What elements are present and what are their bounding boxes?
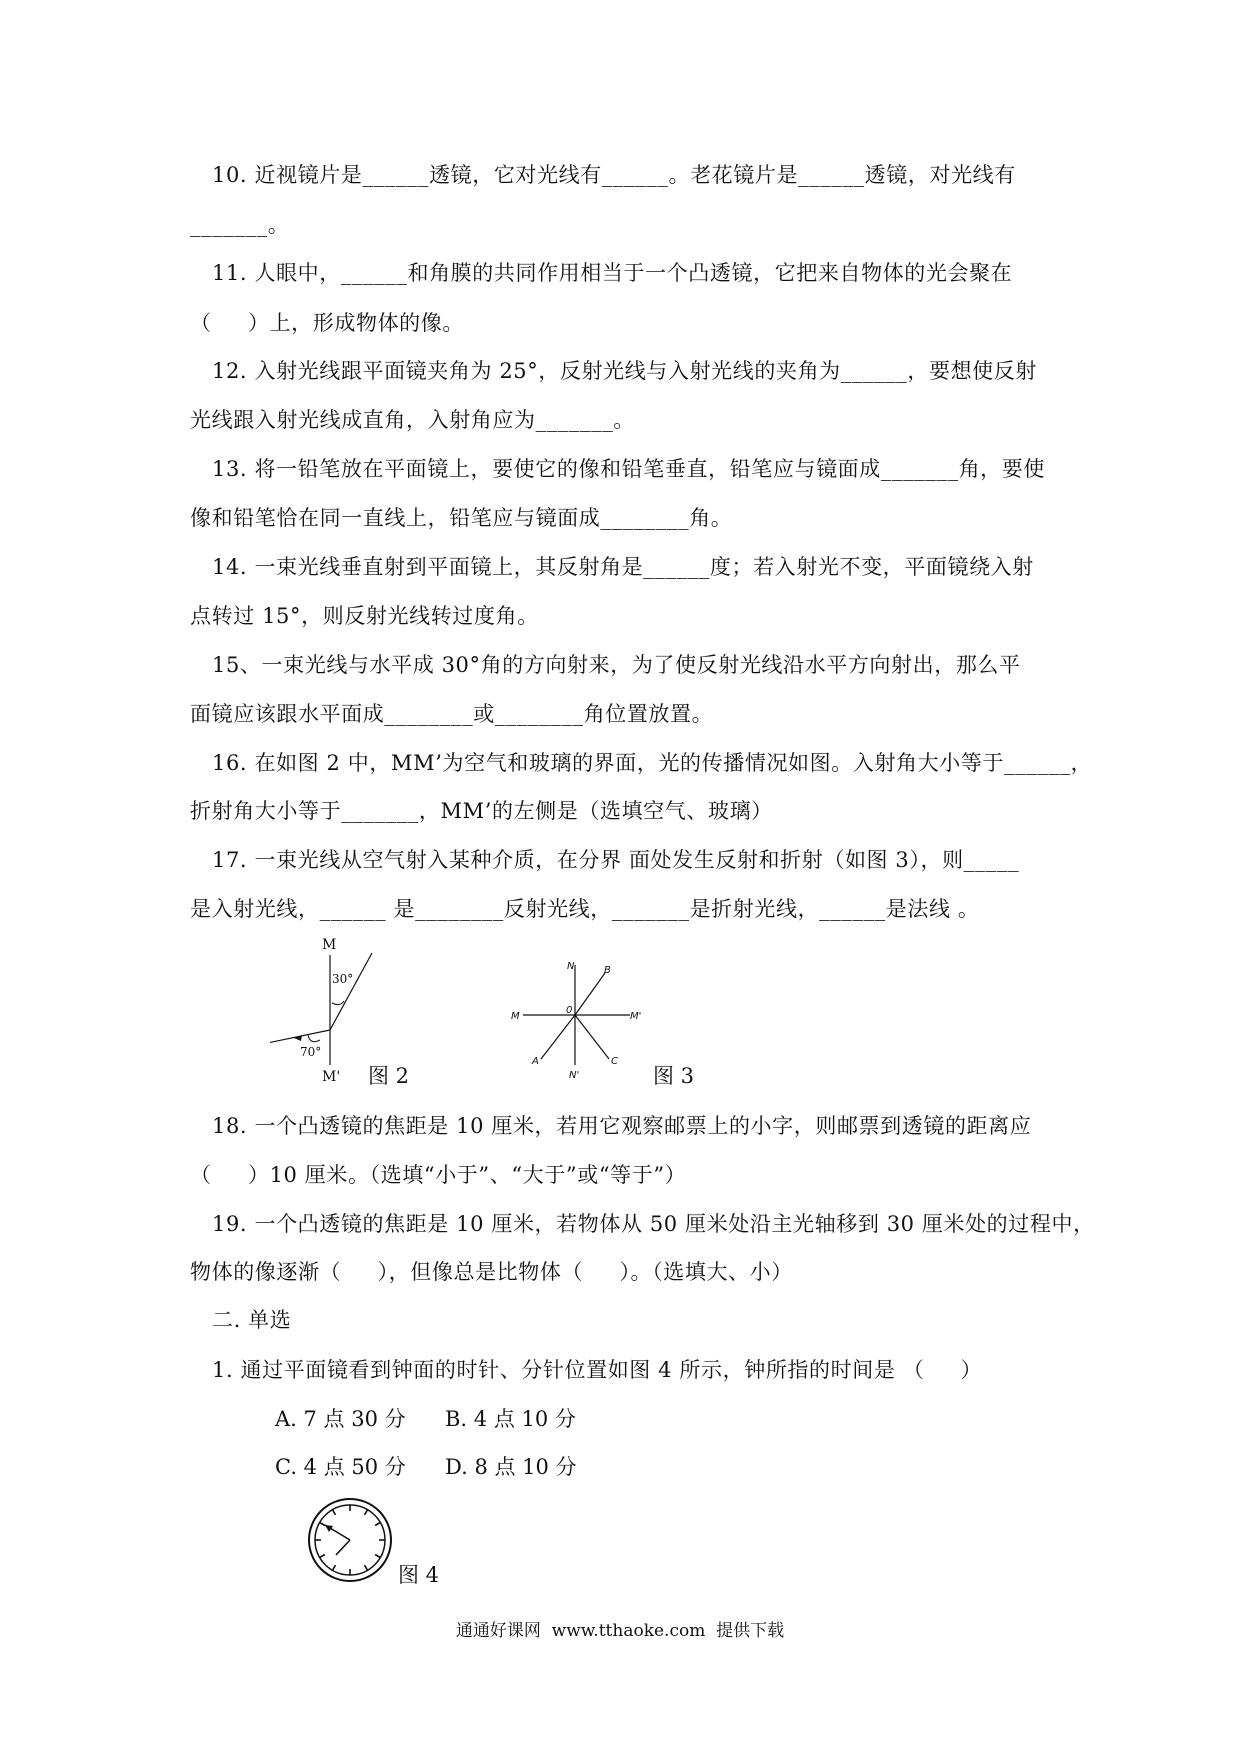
figure-4-clock <box>305 1495 395 1585</box>
fig3-ray-ob <box>575 973 605 1015</box>
q11-line1: 11. 人眼中，______和角膜的共同作用相当于一个凸透镜，它把来自物体的光会聚在 <box>212 261 1013 285</box>
fig3-caption: 图 3 <box>653 1064 695 1088</box>
page-footer: 通通好课网 www.tthaoke.com 提供下载 <box>455 1621 785 1641</box>
q17-line2: 是入射光线，______ 是________反射光线，_______是折射光线，______是法线 。 <box>190 897 980 921</box>
mc1-option-b: B. 4 点 10 分 <box>445 1407 576 1431</box>
fig3-label-n: N <box>567 961 575 972</box>
fig2-angle-bottom: 70° <box>300 1045 322 1059</box>
fig3-label-b: B <box>604 965 611 976</box>
fig2-label-m-prime: M' <box>322 1069 341 1085</box>
figure-3-diagram <box>505 955 655 1085</box>
fig2-arrow <box>294 1035 302 1041</box>
fig3-ray-oc <box>575 1015 609 1059</box>
q12-line2: 光线跟入射光线成直角，入射角应为_______。 <box>190 408 635 432</box>
q13-line2: 像和铅笔恰在同一直线上，铅笔应与镜面成________角。 <box>190 506 733 530</box>
q18-line1: 18. 一个凸透镜的焦距是 10 厘米，若用它观察邮票上的小字，则邮票到透镜的距离应 <box>212 1114 1032 1138</box>
q19-line1: 19. 一个凸透镜的焦距是 10 厘米，若物体从 50 厘米处沿主光轴移到 30 厘米处的过程中， <box>212 1212 1095 1236</box>
fig2-arc-bottom <box>308 1035 320 1042</box>
q11-line2: （ ）上，形成物体的像。 <box>190 311 464 335</box>
q16-line1: 16. 在如图 2 中，MM’为空气和玻璃的界面，光的传播情况如图。入射角大小等于______， <box>212 751 1093 775</box>
q19-line2: 物体的像逐渐（ ），但像总是比物体（ ）。（选填大、小） <box>190 1260 793 1284</box>
fig2-ray-up <box>330 953 372 1030</box>
mc1-option-a: A. 7 点 30 分 <box>275 1407 406 1431</box>
q16-line2: 折射角大小等于_______，MM’的左侧是（选填空气、玻璃） <box>190 799 773 823</box>
fig3-label-o: 0 <box>566 1005 573 1016</box>
q14-line1: 14. 一束光线垂直射到平面镜上，其反射角是______度；若入射光不变，平面镜绕入射 <box>212 555 1034 579</box>
fig4-caption: 图 4 <box>398 1563 440 1587</box>
q10-line1: 10. 近视镜片是______透镜，它对光线有______。老花镜片是______透镜，对光线有 <box>212 163 1016 187</box>
fig2-label-m: M <box>322 937 337 953</box>
fig3-label-c: C <box>611 1056 618 1067</box>
fig2-angle-top: 30° <box>332 972 354 986</box>
q15-line1: 15、一束光线与水平成 30°角的方向射来，为了使反射光线沿水平方向射出，那么平 <box>212 653 1021 677</box>
clock-hour-hand <box>336 1540 350 1555</box>
fig3-label-m-prime: M' <box>630 1011 642 1022</box>
fig2-arc-top <box>332 1001 344 1005</box>
fig2-caption: 图 2 <box>368 1064 410 1088</box>
q14-line2: 点转过 15°，则反射光线转过度角。 <box>190 604 539 628</box>
mc1-option-c: C. 4 点 50 分 <box>275 1455 406 1479</box>
mc1-stem: 1. 通过平面镜看到钟面的时针、分针位置如图 4 所示，钟所指的时间是 （ ） <box>212 1358 983 1382</box>
q12-line1: 12. 入射光线跟平面镜夹角为 25°，反射光线与入射光线的夹角为______，要想使反射 <box>212 359 1037 383</box>
mc1-option-d: D. 8 点 10 分 <box>445 1455 577 1479</box>
q18-line2: （ ）10 厘米。（选填“小于”、“大于”或“等于”） <box>190 1163 687 1187</box>
q17-line1: 17. 一束光线从空气射入某种介质，在分界 面处发生反射和折射（如图 3），则_____ <box>212 848 1020 872</box>
fig3-label-n-prime: N' <box>569 1070 580 1081</box>
fig3-label-a: A <box>532 1056 539 1067</box>
q15-line2: 面镜应该跟水平面成________或________角位置放置。 <box>190 702 714 726</box>
q10-line2: _______。 <box>190 213 290 237</box>
fig3-ray-oa <box>541 1015 575 1059</box>
section-heading: 二. 单选 <box>212 1308 292 1332</box>
fig3-label-m: M <box>511 1011 520 1022</box>
q13-line1: 13. 将一铅笔放在平面镜上，要使它的像和铅笔垂直，铅笔应与镜面成_______角，要使 <box>212 457 1045 481</box>
